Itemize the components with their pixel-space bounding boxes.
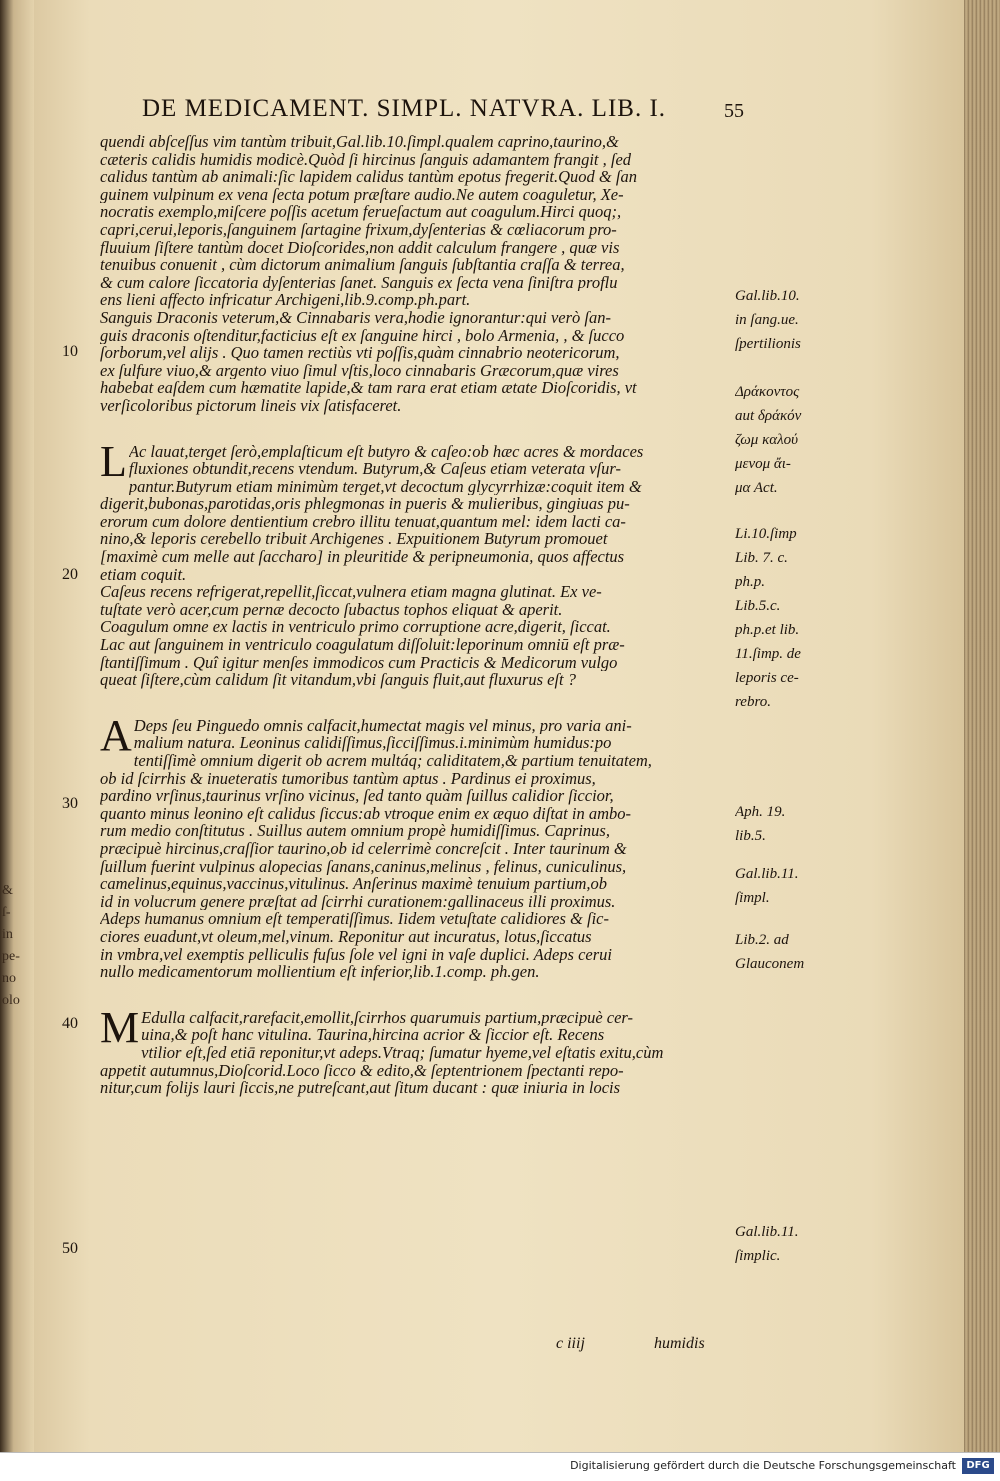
text-line: camelinus,equinus,vaccinus,vitulinus. Anſerinus maximè tenuium partium,ob <box>100 875 608 893</box>
margin-note-line: in ſang.ue. <box>735 312 799 328</box>
text-line: fluxiones obtundit,recens vtendum. Butyrum,& Caſeus etiam veterata vſur- <box>128 460 622 478</box>
text-line: ſuillum fuerint vulpinus alopecias ſanans,caninus,melinus , felinus, cuniculinus, <box>100 857 627 876</box>
digitization-notice: Digitalisierung gefördert durch die Deutsche Forschungsgemeinschaft <box>570 1459 956 1472</box>
left-page-fragment: in <box>2 927 13 942</box>
margin-note-line: Lib.5.c. <box>735 598 781 614</box>
text-line: ex ſulfure viuo,& argento viuo ſimul vſtis,loco cinnabaris Græcorum,quæ vires <box>100 361 619 380</box>
margin-note-line: ſpertilionis <box>735 336 801 352</box>
text-line: tenuibus conuenit , cùm dictorum animalium ſanguis ſubſtantia craſſa & terrea, <box>100 256 625 274</box>
margin-note-line: Gal.lib.11. <box>735 1224 799 1240</box>
margin-note-aph19 <box>735 800 825 848</box>
text-line: nino,& leporis cerebello tribuit Archigenes . Expuitionem Butyrum promouet <box>100 530 608 549</box>
page-stack-edge <box>964 0 1000 1452</box>
line-number-30: 30 <box>62 795 78 812</box>
running-header: DE MEDICAMENT. SIMPL. NATVRA. LIB. I. <box>142 95 667 122</box>
margin-note-greek <box>735 380 825 500</box>
text-line: Ac lauat,terget ſerò,emplaſticum eſt butyro & caſeo:ob hæc acres & mordaces <box>128 442 644 461</box>
paragraph-sanguis <box>100 133 730 309</box>
margin-note-line: ſimpl. <box>735 890 770 906</box>
margin-note-line: μενομ ἄι- <box>735 456 791 472</box>
margin-note-line: μα Αct. <box>735 480 778 496</box>
drop-cap-a: A <box>100 710 132 760</box>
text-line: quanto minus leonino eſt calidus ſiccus:ab vtroque enim ex æquo diſtat in ambo- <box>100 804 631 823</box>
text-line: verſicoloribus pictorum lineis vix ſatisfaceret. <box>100 396 402 415</box>
dfg-logo: DFG <box>962 1458 994 1474</box>
text-line: Adeps humanus omnium eſt temperatiſſimus. Iidem vetuſtate calidiores & ſic- <box>100 910 609 928</box>
text-line: nitur,cum folijs lauri ſiccis,ne putreſcant,aut ſitum ducant : quæ iniuria in locis <box>100 1079 621 1097</box>
text-line: appetit autumnus,Dioſcorid.Loco ſicco & edito,& ſeptentrionem ſpectanti repo- <box>100 1061 624 1080</box>
margin-note-line: 11.ſimp. de <box>735 646 801 662</box>
margin-note-li10-simp <box>735 522 825 714</box>
margin-note-line: ζωμ καλού <box>735 432 799 448</box>
margin-note-gal-lib10 <box>735 284 825 356</box>
margin-note-line: Aph. 19. <box>735 804 786 820</box>
text-line: & cum calore ſiccatoria dyſenterias ſanet. Sanguis ex ſecta vena ſiniſtra proflu <box>100 273 618 292</box>
text-line: Coagulum omne ex lactis in ventriculo primo corruptione acre,digerit, ſiccat. <box>100 618 611 637</box>
paragraph-draconis <box>100 309 730 415</box>
drop-cap-m: M <box>100 1002 140 1052</box>
text-line: guis draconis oſtenditur,facticius eſt ex ſanguine hirci , bolo Armenia, , & ſucco <box>100 326 625 345</box>
text-line: Deps ſeu Pinguedo omnis calfacit,humectat magis vel minus, pro varia ani- <box>133 716 632 735</box>
text-line: calidus tantùm ab animali:ſic lapidem calidus tantùm epotus fregerit.Quod & ſan <box>100 168 637 186</box>
margin-note-line: leporis ce- <box>735 670 799 686</box>
text-line: in vmbra,vel exemptis pelliculis fuſus ſole vel igni in vaſe duplici. Adeps cerui <box>100 945 612 964</box>
text-line: Caſeus recens refrigerat,repellit,ſiccat,vulnera etiam magna glutinat. Ex ve- <box>100 583 602 601</box>
left-page-fragment: & <box>2 883 13 898</box>
text-line: pantur.Butyrum etiam minimùm terget,vt decoctum glycyrrhizæ:coquit item & <box>128 477 642 496</box>
margin-note-line: Lib. 7. c. <box>735 550 788 566</box>
text-line: uina,& poſt hanc vitulina. Taurina,hircina acrior & ſiccior eſt. Recens <box>141 1026 605 1044</box>
text-line: digerit,bubonas,parotidas,oris phlegmonas in pueris & mulieribus, gingiuas pu- <box>100 495 630 513</box>
margin-note-line: lib.5. <box>735 828 766 844</box>
text-line: tuſtate verò acer,cum pernæ decocto ſubactus tophos eliquat & aperit. <box>100 600 563 619</box>
text-line: ſorborum,vel alijs . Quo tamen rectiùs vti poſſis,quàm cinnabrio neotericorum, <box>100 344 620 362</box>
text-line: habebat eaſdem cum hæmatite lapide,& tam rara erat etiam ætate Dioſcoridis, vt <box>100 379 637 397</box>
text-line: malium natura. Leoninus calidiſſimus,ſicciſſimus.i.minimùm humidus:po <box>133 734 612 752</box>
paragraph-caseus <box>100 583 730 618</box>
text-line: ciores euadunt,vt oleum,mel,vinum. Reponitur aut incuratus, lotus,ſiccatus <box>100 927 592 946</box>
text-line: vtilior eſt,ſed etiā reponitur,vt adeps.Vtraq; ſumatur hyeme,vel eſtatis exitu,cùm <box>141 1043 664 1062</box>
text-line: rum medio conſtitutus . Suillus autem omnium propè humidiſſimus. Caprinus, <box>100 822 610 840</box>
left-page-edge <box>0 0 34 1452</box>
left-page-fragment: pe- <box>2 949 20 964</box>
text-line: nullo medicamentorum mollientium eſt inferior,lib.1.comp. ph.gen. <box>100 963 540 981</box>
text-line: etiam coquit. <box>100 565 187 584</box>
text-line: cæteris calidis humidis modicè.Quòd ſi hircinus ſanguis adamantem frangit , ſed <box>100 150 632 169</box>
text-line: erorum cum dolore dentientium crebro illitu tenuat,quantum mel: idem lacti ca- <box>100 512 626 531</box>
main-text-column <box>100 133 730 1097</box>
left-page-fragment: olo <box>2 993 20 1008</box>
margin-note-line: ph.p.et lib. <box>735 622 800 638</box>
paragraph-adeps <box>100 710 730 981</box>
text-line: guinem vulpinum ex vena ſecta potum præſtare audio.Ne autem coaguletur, Xe- <box>100 185 624 204</box>
page-number: 55 <box>724 100 744 122</box>
margin-note-line: Li.10.ſimp <box>735 526 797 542</box>
digitization-footer <box>0 1452 1000 1481</box>
text-line: Lac aut ſanguinem in ventriculo coagulatum diſſoluit:leporinum omniū eſt præ- <box>100 636 625 654</box>
margin-note-line: Gal.lib.11. <box>735 866 799 882</box>
text-line: pardino vrſinus,taurinus vrſino vicinus, ſed tanto quàm ſuillus calidior ſiccior, <box>100 787 614 805</box>
margin-note-line: Δράκοντος <box>735 384 800 400</box>
left-page-fragment: no <box>2 971 16 986</box>
text-line: præcipuè hircinus,craſſior taurino,ob id celerrimè concreſcit . Inter taurinum & <box>100 839 627 858</box>
drop-cap-l: L <box>100 436 127 486</box>
text-line: fluuium ſiſtere tantùm docet Dioſcorides,non addit calculum frangere , quæ vis <box>100 238 620 257</box>
line-number-10: 10 <box>62 343 78 360</box>
margin-note-line: ſimplic. <box>735 1248 781 1264</box>
text-line: ob id ſcirrhis & inueteratis tumoribus tantùm aptus . Pardinus ei proximus, <box>100 769 596 788</box>
margin-note-gal-lib11 <box>735 862 825 910</box>
text-line: Sanguis Draconis veterum,& Cinnabaris vera,hodie ignorantur:qui verò ſan- <box>100 308 612 327</box>
margin-note-gal-lib11-simplic <box>735 1220 825 1268</box>
text-line: tentiſſimè omnium digerit ob acrem multáq; caliditatem,& partium tenuitatem, <box>133 752 652 770</box>
text-line: Edulla calfacit,rarefacit,emollit,ſcirrhos quarumuis partium,præcipuè cer- <box>141 1008 634 1027</box>
text-line: id in volucrum genere præſtat ad ſcirrhi curationem:gallinaceus illi proximus. <box>100 892 616 911</box>
text-line: ens lieni affecto infricatur Archigeni,lib.9.comp.ph.part. <box>100 291 471 309</box>
text-line: capri,cerui,leporis,ſanguinem ſartagine frixum,dyſenterias & cœliacorum pro- <box>100 220 617 239</box>
line-number-50: 50 <box>62 1240 78 1257</box>
margin-note-line: ph.p. <box>735 574 765 590</box>
margin-note-line: Gal.lib.10. <box>735 288 800 304</box>
paragraph-medulla <box>100 1002 730 1097</box>
text-line: ſtantiſſimum . Quî igitur menſes immodicos cum Practicis & Medicorum vulgo <box>100 653 618 672</box>
text-line: queat ſiſtere,cùm calidum ſit vitandum,vbi ſanguis fluit,aut fluxurus eſt ? <box>100 671 577 689</box>
text-line: nocratis exemplo,miſcere poſſis acetum ferueſactum aut coagulum.Hirci quoq;, <box>100 203 622 221</box>
margin-note-glauconem <box>735 928 825 976</box>
line-number-40: 40 <box>62 1015 78 1032</box>
margin-note-line: Glauconem <box>735 956 805 972</box>
text-line: quendi abſceſſus vim tantùm tribuit,Gal.lib.10.ſimpl.qualem caprino,taurino,& <box>100 133 619 151</box>
signature-mark: c iiij <box>556 1335 585 1352</box>
paragraph-lac <box>100 436 730 584</box>
left-page-fragments <box>2 880 32 1012</box>
margin-note-line: Lib.2. ad <box>735 932 789 948</box>
text-line: [maximè cum melle aut ſaccharo] in pleuritide & peripneumonia, quos affectus <box>100 548 625 566</box>
paragraph-coagulum <box>100 618 730 688</box>
catchword: humidis <box>654 1335 705 1352</box>
margin-note-line: rebro. <box>735 694 771 710</box>
left-page-fragment: ſ- <box>2 905 11 920</box>
margin-note-line: aut δράκόν <box>735 408 802 424</box>
line-number-20: 20 <box>62 566 78 583</box>
